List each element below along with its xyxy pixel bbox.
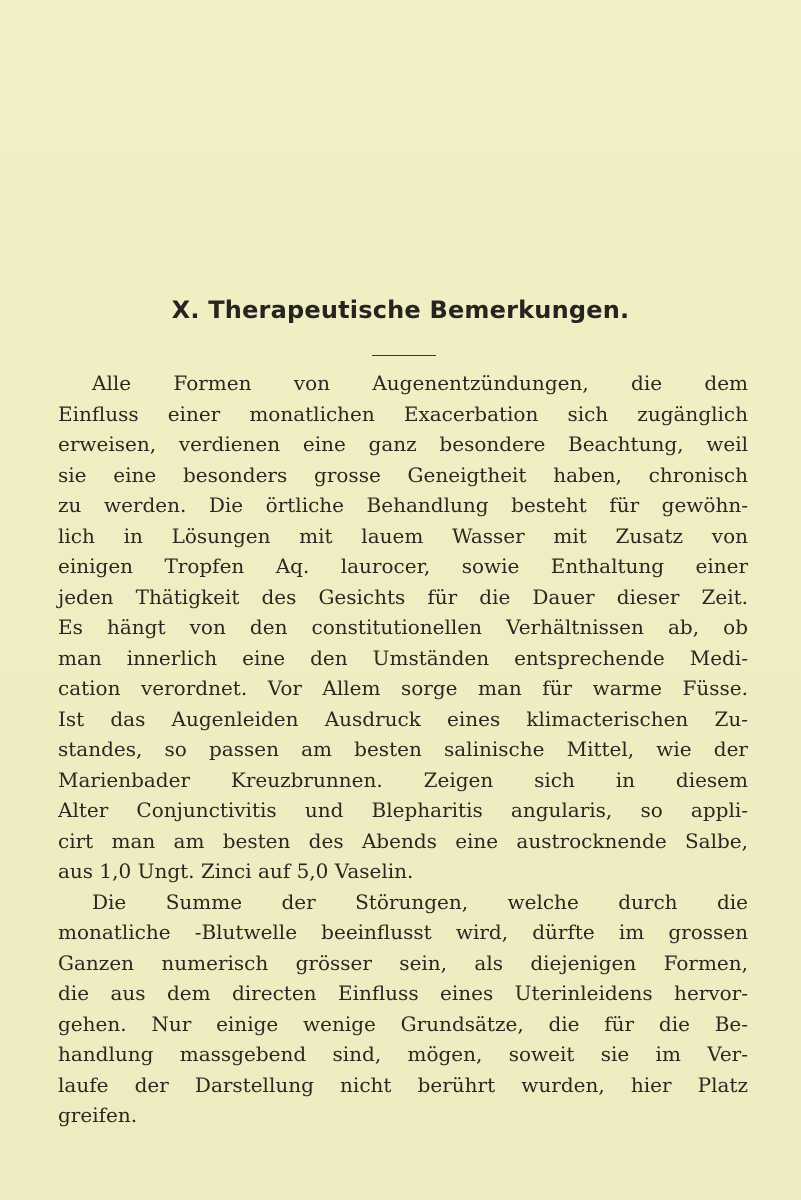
text-line: einigen Tropfen Aq. laurocer, sowie Enthaltung einer bbox=[58, 554, 748, 578]
text-line: greifen. bbox=[58, 1103, 138, 1127]
text-line: die aus dem directen Einfluss eines Uterinleidens hervor- bbox=[58, 981, 748, 1005]
text-line: Alter Conjunctivitis und Blepharitis angularis, so appli- bbox=[58, 798, 748, 822]
text-line: cation verordnet. Vor Allem sorge man für warme Füsse. bbox=[58, 676, 748, 700]
text-line: gehen. Nur einige wenige Grundsätze, die für die Be- bbox=[58, 1011, 748, 1036]
text-line: Ist das Augenleiden Ausdruck eines klimacterischen Zu- bbox=[58, 706, 748, 731]
text-line: aus 1,0 Ungt. Zinci auf 5,0 Vaselin. bbox=[58, 859, 414, 883]
text-line: sie eine besonders grosse Geneigtheit haben, chronisch bbox=[58, 462, 748, 487]
heading-divider bbox=[372, 355, 436, 356]
text-line: jeden Thätigkeit des Gesichts für die Dauer dieser Zeit. bbox=[58, 584, 748, 609]
text-line: cirt man am besten des Abends eine austrocknende Salbe, bbox=[58, 828, 748, 853]
text-line: Ganzen numerisch grösser sein, als diejenigen Formen, bbox=[58, 950, 748, 975]
text-line: Einfluss einer monatlichen Exacerbation sich zugänglich bbox=[58, 401, 748, 426]
chapter-heading: X. Therapeutische Bemerkungen. bbox=[171, 296, 630, 324]
text-line: laufe der Darstellung nicht berührt wurden, hier Platz bbox=[58, 1072, 748, 1097]
text-line: standes, so passen am besten salinische Mittel, wie der bbox=[58, 737, 748, 761]
text-line: monatliche -Blutwelle beeinflusst wird, dürfte im grossen bbox=[58, 920, 748, 944]
text-line: Die Summe der Störungen, welche durch die bbox=[92, 889, 748, 914]
text-line: erweisen, verdienen eine ganz besondere Beachtung, weil bbox=[58, 432, 748, 456]
text-line: man innerlich eine den Umständen entsprechende Medi- bbox=[58, 645, 748, 670]
text-line: Alle Formen von Augenentzündungen, die dem bbox=[92, 371, 748, 395]
text-line: lich in Lösungen mit lauem Wasser mit Zusatz von bbox=[58, 523, 748, 548]
text-line: Es hängt von den constitutionellen Verhältnissen ab, ob bbox=[58, 615, 748, 639]
text-line: zu werden. Die örtliche Behandlung besteht für gewöhn- bbox=[58, 493, 748, 517]
body-text bbox=[58, 368, 748, 1131]
text-line: handlung massgebend sind, mögen, soweit sie im Ver- bbox=[58, 1042, 748, 1066]
text-line: Marienbader Kreuzbrunnen. Zeigen sich in diesem bbox=[58, 767, 748, 792]
